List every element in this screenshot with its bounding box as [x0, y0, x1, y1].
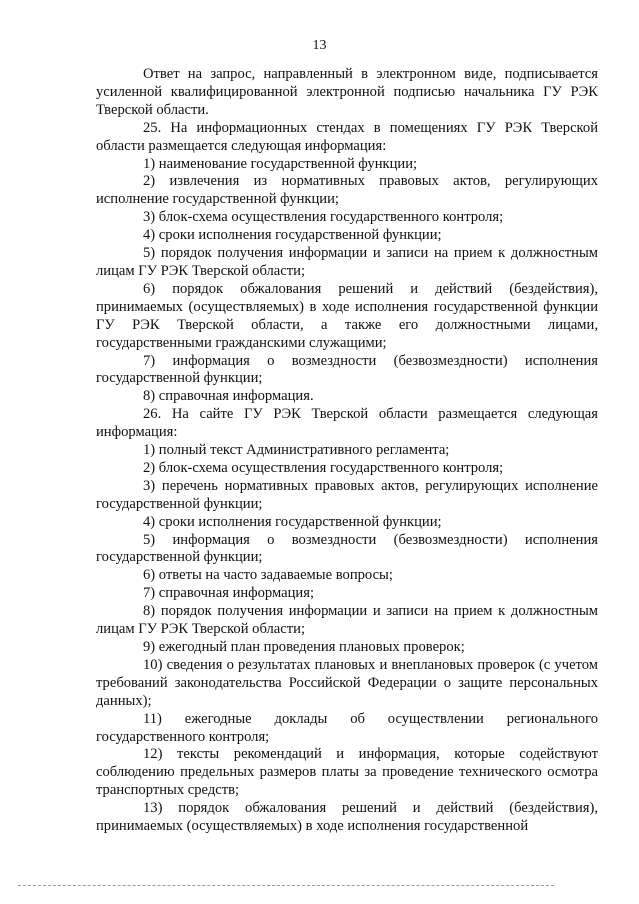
list-item-25-3: 3) блок-схема осуществления государственного контроля;	[143, 209, 504, 226]
list-item-26-4: 4) сроки исполнения государственной функции;	[143, 513, 442, 530]
document-body	[96, 66, 598, 836]
paragraph-26-intro: 26. На сайте ГУ РЭК Тверской области размещается следующая информация:	[96, 406, 598, 441]
list-item-25-6: 6) порядок обжалования решений и действий (бездействия), принимаемых (осуществляемых) в ходе исполнения государственной функции ГУ РЭК Тверской области, а также его должностными лицами, государственными гражданскими служащими;	[96, 280, 598, 351]
list-item-26-1: 1) полный текст Административного регламента;	[143, 442, 450, 459]
paragraph-signature-note: Ответ на запрос, направленный в электронном виде, подписывается усиленной квалифицированной электронной подписью начальника ГУ РЭК Тверской области.	[96, 66, 598, 118]
list-item-26-8: 8) порядок получения информации и записи на прием к должностным лицам ГУ РЭК Тверской области;	[96, 603, 598, 638]
list-item-26-11: 11) ежегодные доклады об осуществлении регионального государственного контроля;	[96, 710, 598, 745]
list-item-26-9: 9) ежегодный план проведения плановых проверок;	[143, 639, 465, 655]
list-item-25-4: 4) сроки исполнения государственной функции;	[143, 227, 442, 244]
list-item-25-1: 1) наименование государственной функции;	[143, 155, 418, 172]
list-item-26-12: 12) тексты рекомендаций и информация, которые содействуют соблюдению предельных размеров платы за проведение технического осмотра транспортных средств;	[96, 746, 598, 799]
list-item-26-13: 13) порядок обжалования решений и действий (бездействия), принимаемых (осуществляемых) в ходе исполнения государственной	[96, 800, 598, 835]
list-item-25-5: 5) порядок получения информации и записи на прием к должностным лицам ГУ РЭК Тверской области;	[96, 245, 598, 279]
list-item-26-3: 3) перечень нормативных правовых актов, регулирующих исполнение государственной функции;	[96, 477, 598, 512]
list-item-26-5: 5) информация о возмездности (безвозмездности) исполнения государственной функции;	[96, 531, 598, 566]
list-item-25-2: 2) извлечения из нормативных правовых актов, регулирующих исполнение государственной функции;	[96, 173, 598, 208]
paragraph-25-intro: 25. На информационных стендах в помещениях ГУ РЭК Тверской области размещается следующая информация:	[96, 119, 598, 154]
list-item-26-6: 6) ответы на часто задаваемые вопросы;	[143, 567, 393, 584]
list-item-26-10: 10) сведения о результатах плановых и внеплановых проверок (с учетом требований законодательства Российской Федерации о защите персональных данных);	[96, 656, 598, 709]
page-bottom-rule	[18, 885, 554, 886]
list-item-25-7: 7) информация о возмездности (безвозмездности) исполнения государственной функции;	[96, 352, 598, 387]
page-number: 13	[312, 38, 327, 53]
list-item-26-2: 2) блок-схема осуществления государственного контроля;	[143, 459, 504, 476]
list-item-26-7: 7) справочная информация;	[143, 585, 315, 602]
list-item-25-8: 8) справочная информация.	[143, 388, 314, 405]
